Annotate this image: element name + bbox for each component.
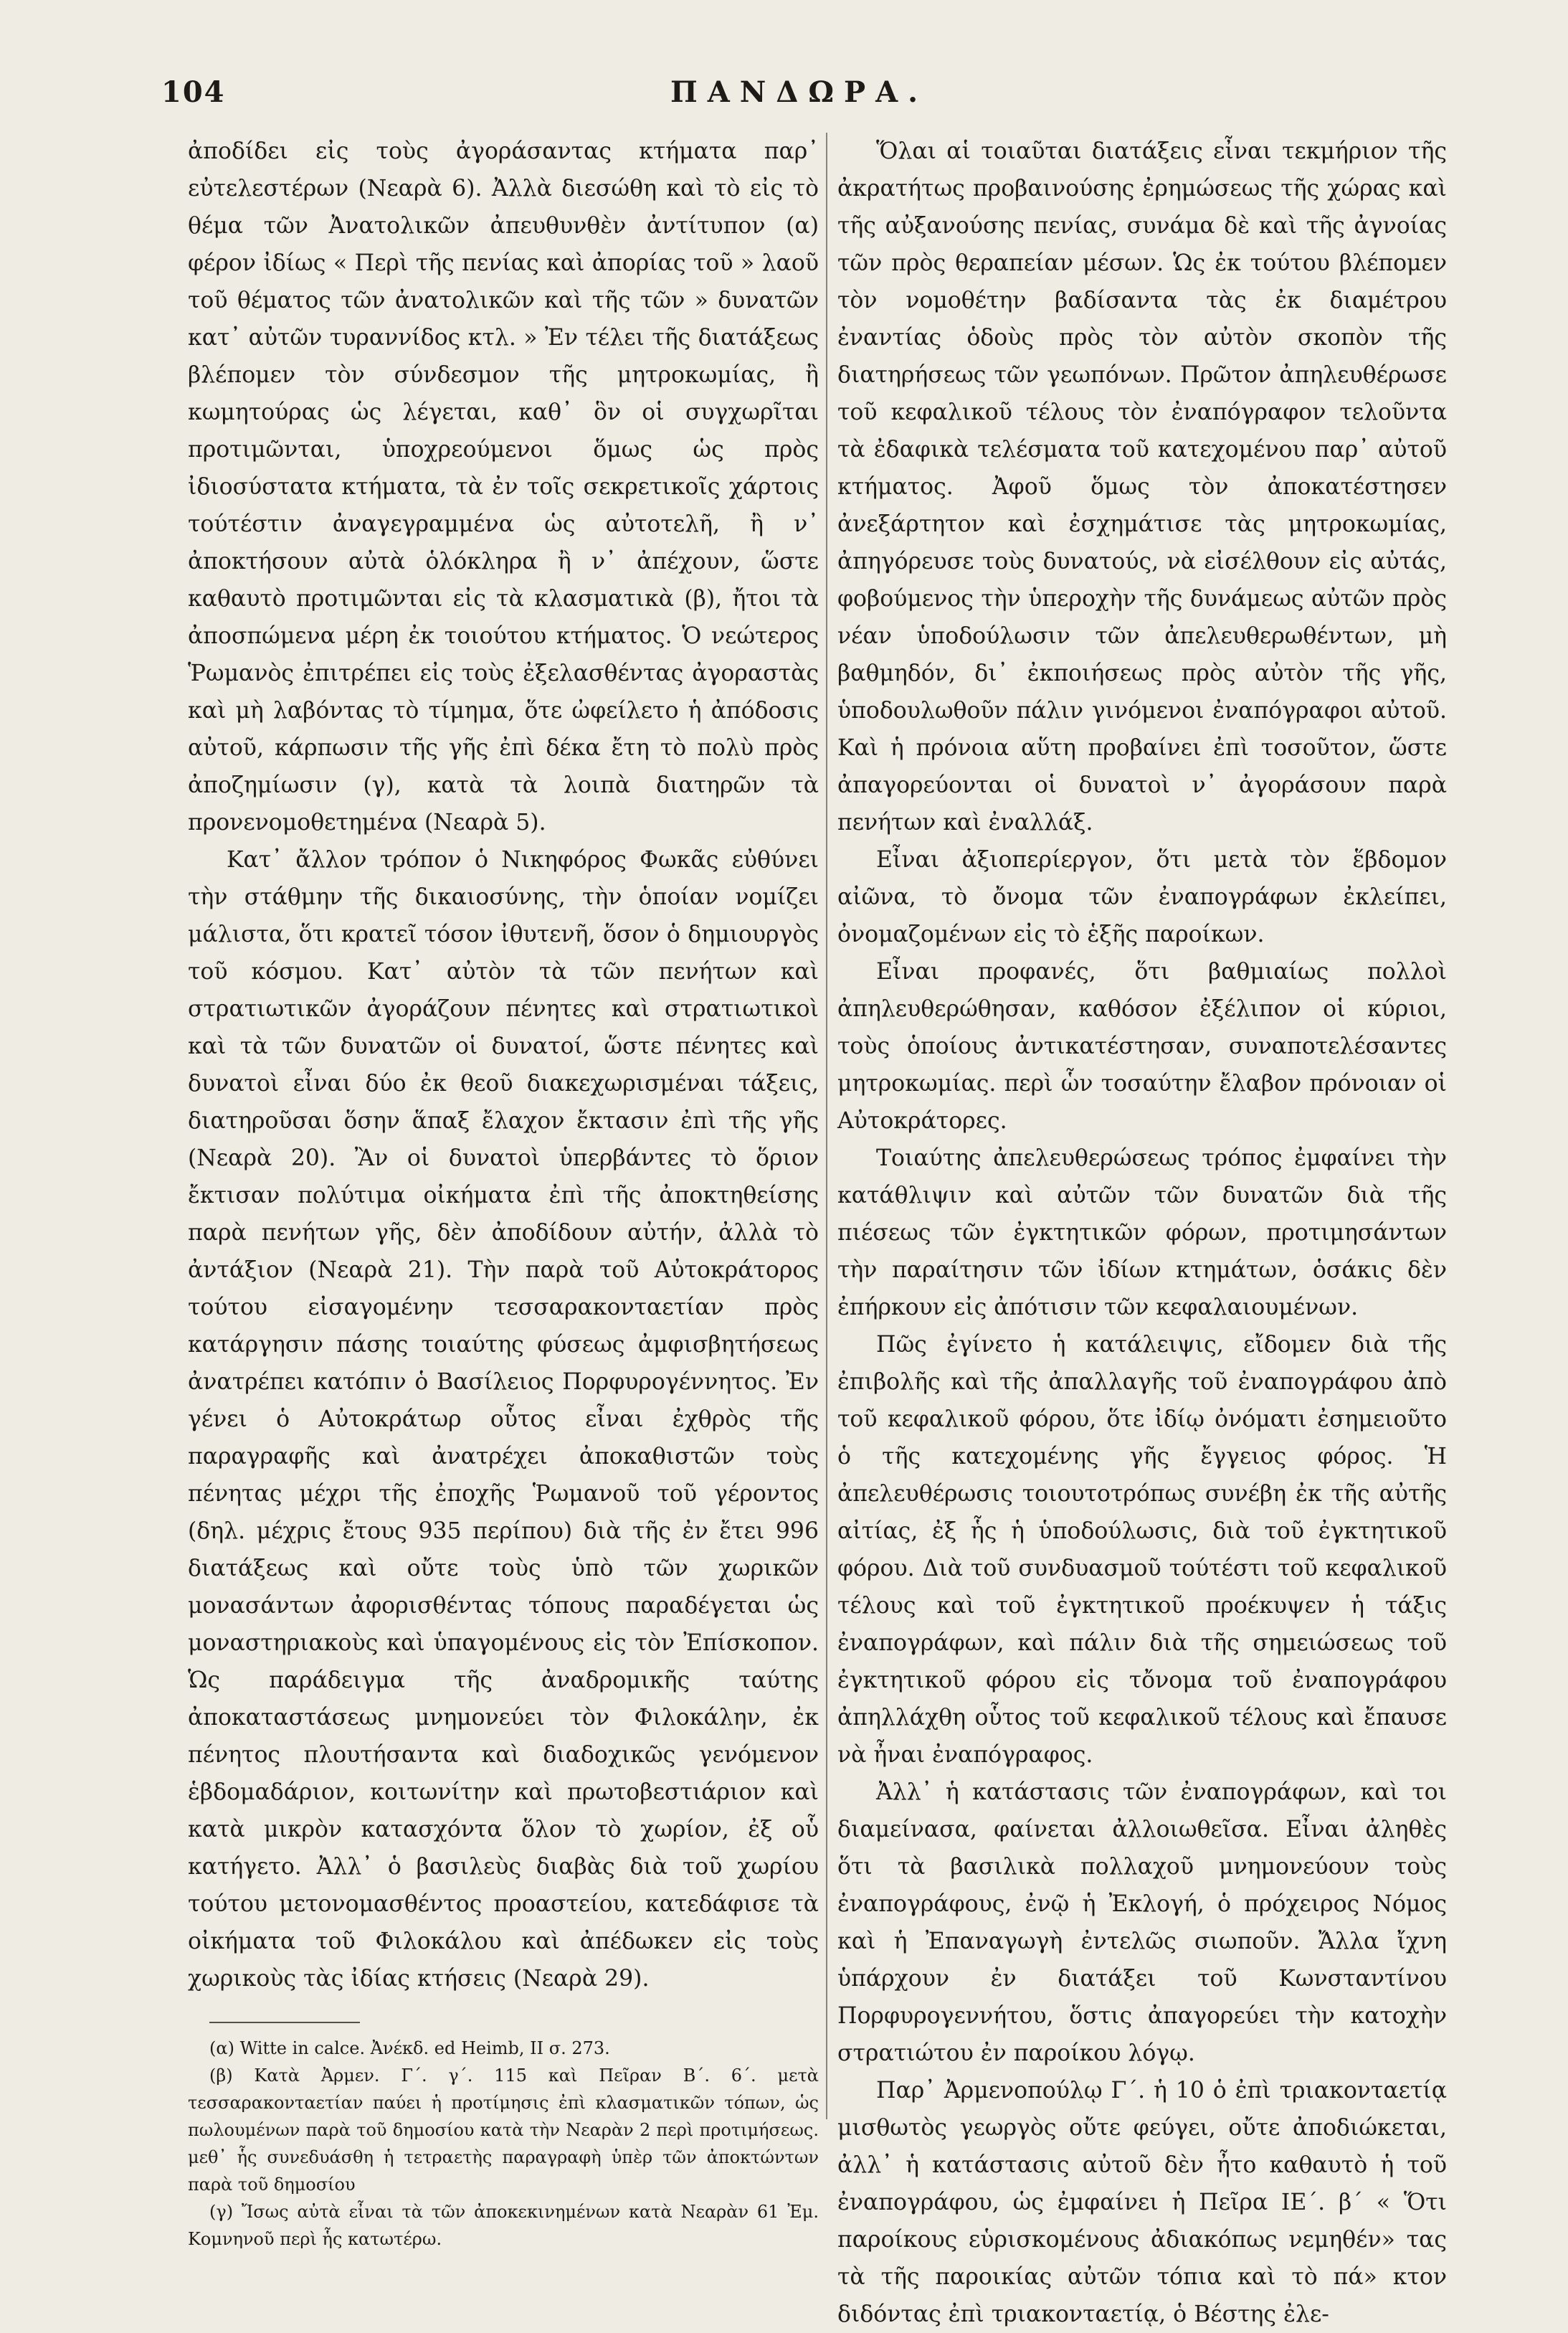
left-column <box>188 133 819 2253</box>
paragraph: Εἶναι ἀξιοπερίεργον, ὅτι μετὰ τὸν ἕβδομον αἰῶνα, τὸ ὄνομα τῶν ἐναπογράφων ἐκλείπει, ὀνομαζομένων εἰς τὸ ἑξῆς παροίκων. <box>837 847 1447 947</box>
right-column <box>837 133 1447 2333</box>
paragraph: Ὅλαι αἱ τοιαῦται διατάξεις εἶναι τεκμήριον τῆς ἀκρατήτως προβαινούσης ἐρημώσεως τῆς χώρας καὶ τῆς αὐξανούσης πενίας, συνάμα δὲ καὶ τῆς ἀγνοίας τῶν πρὸς θεραπείαν μέσων. Ὡς ἐκ τούτου βλέπομεν τὸν νομοθέτην βαδίσαντα τὰς ἐκ διαμέτρου ἐναντίας ὁδοὺς πρὸς τὸν αὐτὸν σκοπὸν τῆς διατηρήσεως τῶν γεωπόνων. Πρῶτον ἀπηλευθέρωσε τοῦ κεφαλικοῦ τέλους τὸν ἐναπόγραφον τελοῦντα τὰ ἐδαφικὰ τελέσματα τοῦ κατεχομένου παρ᾽ αὐτοῦ κτήματος. Ἀφοῦ ὅμως τὸν ἀποκατέστησεν ἀνεξάρτητον καὶ ἐσχημάτισε τὰς μητροκωμίας, ἀπηγόρευσε τοὺς δυνατούς, νὰ εἰσέλθουν εἰς αὐτάς, φοβούμενος τὴν ὑπεροχὴν τῆς δυνάμεως αὐτῶν πρὸς νέαν ὑποδούλωσιν τῶν ἀπελευθερωθέντων, μὴ βαθμηδόν, δι᾽ ἐκποιήσεως πρὸς αὐτὸν τῆς γῆς, ὑποδουλωθοῦν πάλιν γινόμενοι ἐναπόγραφοι αὐτοῦ. Καὶ ἡ πρόνοια αὕτη προβαίνει ἐπὶ τοσοῦτον, ὥστε ἀπαγορεύονται οἱ δυνατοὶ ν᾽ ἀγοράσουν παρὰ πενήτων καὶ ἐναλλάξ. <box>837 138 1447 836</box>
page-number: 104 <box>161 75 226 109</box>
paragraph: Ἀλλ᾽ ἡ κατάστασις τῶν ἐναπογράφων, καὶ τοι διαμείνασα, φαίνεται ἀλλοιωθεῖσα. Εἶναι ἀληθὲς ὅτι τὰ βασιλικὰ πολλαχοῦ μνημονεύουν τοὺς ἐναπογράφους, ἐνῷ ἡ Ἐκλογή, ὁ πρόχειρος Νόμος καὶ ἡ Ἐπαναγωγὴ ἐντελῶς σιωποῦν. Ἄλλα ἴχνη ὑπάρχουν ἐν διατάξει τοῦ Κωνσταντίνου Πορφυρογεννήτου, ὅστις ἀπαγορεύει τὴν κατοχὴν στρατιώτου ἐν παροίκου λόγῳ. <box>837 1779 1447 2066</box>
footnotes <box>188 2035 819 2253</box>
running-title: ΠΑΝΔΩΡΑ. <box>670 75 928 109</box>
paragraph: Εἶναι προφανές, ὅτι βαθμιαίως πολλοὶ ἀπηλευθερώθησαν, καθόσον ἐξέλιπον οἱ κύριοι, τοὺς ὁποίους ἀντικατέστησαν, συναποτελέσαντες μητροκωμίας. περὶ ὧν τοσαύτην ἔλαβον πρόνοιαν οἱ Αὐτοκράτορες. <box>837 959 1447 1134</box>
footnote-gamma: (γ) Ἴσως αὐτὰ εἶναι τὰ τῶν ἀποκεκινημένων κατὰ Νεαρὰν 61 Ἐμ. Κομνηνοῦ περὶ ἧς κατωτέρω. <box>188 2202 819 2249</box>
page-header <box>161 75 1488 126</box>
paragraph: Παρ᾽ Ἀρμενοπούλῳ Γ΄. ἡ 10 ὁ ἐπὶ τριακονταετίᾳ μισθωτὸς γεωργὸς οὔτε φεύγει, οὔτε ἀποδιώκεται, ἀλλ᾽ ἡ κατάστασις αὐτοῦ δὲν ἦτο καθαυτὸ ἡ τοῦ ἐναπογράφου, ὡς ἐμφαίνει ἡ Πεῖρα ΙΕ΄. β΄ « Ὅτι παροίκους εὑρισκομένους ἀδιακόπως νεμηθέν» τας τὰ τῆς παροικίας αὐτῶν τόπια καὶ τὸ πά» κτον διδόντας ἐπὶ τριακονταετίᾳ, ὁ Βέστης ἐλε- <box>837 2078 1447 2327</box>
footnote-separator <box>209 2022 360 2023</box>
paragraph: Πῶς ἐγίνετο ἡ κατάλειψις, εἴδομεν διὰ τῆς ἐπιβολῆς καὶ τῆς ἀπαλλαγῆς τοῦ ἐναπογράφου ἀπὸ τοῦ κεφαλικοῦ φόρου, ὅτε ἰδίῳ ὀνόματι ἐσημειοῦτο ὁ τῆς κατεχομένης γῆς ἔγγειος φόρος. Ἡ ἀπελευθέρωσις τοιουτοτρόπως συνέβη ἐκ τῆς αὐτῆς αἰτίας, ἐξ ἧς ἡ ὑποδούλωσις, διὰ τοῦ ἐγκτητικοῦ φόρου. Διὰ τοῦ συνδυασμοῦ τούτέστι τοῦ κεφαλικοῦ τέλους καὶ τοῦ ἐγκτητικοῦ προέκυψεν ἡ τάξις ἐναπογράφων, καὶ πάλιν διὰ τῆς σημειώσεως τοῦ ἐγκτητικοῦ φόρου εἰς τὄνομα τοῦ ἐναπογράφου ἀπηλλάχθη οὗτος τοῦ κεφαλικοῦ τέλους καὶ ἔπαυσε νὰ ἦναι ἐναπόγραφος. <box>837 1332 1447 1768</box>
footnote-beta: (β) Κατὰ Ἀρμεν. Γ΄. γ΄. 115 καὶ Πεῖραν Β΄. 6΄. μετὰ τεσσαρακονταετίαν παύει ἡ προτίμησις ἐπὶ κλασματικῶν τόπων, ὡς πωλουμένων παρὰ τοῦ δημοσίου κατὰ τὴν Νεαρὰν 2 περὶ προτιμήσεως. μεθ᾽ ἧς συνεδυάσθη ἡ τετραετὴς παραγραφὴ ὑπὲρ τῶν ἀποκτώντων παρὰ τοῦ δημοσίου <box>188 2065 819 2195</box>
paragraph: ἀποδίδει εἰς τοὺς ἀγοράσαντας κτήματα παρ᾽ εὐτελεστέρων (Νεαρὰ 6). Ἀλλὰ διεσώθη καὶ τὸ εἰς τὸ θέμα τῶν Ἀνατολικῶν ἀπευθυνθὲν ἀντίτυπον (α) φέρον ἰδίως « Περὶ τῆς πενίας καὶ ἀπορίας τοῦ » λαοῦ τοῦ θέματος τῶν ἀνατολικῶν καὶ τῆς τῶν » δυνατῶν κατ᾽ αὐτῶν τυραννίδος κτλ. » Ἐν τέλει τῆς διατάξεως βλέπομεν τὸν σύνδεσμον τῆς μητροκωμίας, ἢ κωμητούρας ὡς λέγεται, καθ᾽ ὃν οἱ συγχωρῖται προτιμῶνται, ὑποχρεούμενοι ὅμως ὡς πρὸς ἰδιοσύστατα κτήματα, τὰ ἐν τοῖς σεκρετικοῖς χάρτοις τούτέστιν ἀναγεγραμμένα ὡς αὐτοτελῆ, ἢ ν᾽ ἀποκτήσουν αὐτὰ ὁλόκληρα ἢ ν᾽ ἀπέχουν, ὥστε καθαυτὸ προτιμῶνται εἰς τὰ κλασματικὰ (β), ἤτοι τὰ ἀποσπώμενα μέρη ἐκ τοιούτου κτήματος. Ὁ νεώτερος Ῥωμανὸς ἐπιτρέπει εἰς τοὺς ἐξελασθέντας ἀγοραστὰς καὶ μὴ λαβόντας τὸ τίμημα, ὅτε ὠφείλετο ἡ ἀπόδοσις αὐτοῦ, κάρπωσιν τῆς γῆς ἐπὶ δέκα ἔτη τὸ πολὺ πρὸς ἀποζημίωσιν (γ), κατὰ τὰ λοιπὰ διατηρῶν τὰ προνενομοθετημένα (Νεαρὰ 5). <box>188 138 819 836</box>
footnote-alpha: (α) Witte in calce. Ἀνέκδ. ed Heimb, II σ. 273. <box>209 2038 610 2058</box>
column-divider <box>826 133 827 2119</box>
paragraph: Τοιαύτης ἀπελευθερώσεως τρόπος ἐμφαίνει τὴν κατάθλιψιν καὶ αὐτῶν τῶν δυνατῶν διὰ τῆς πιέσεως τῶν ἐγκτητικῶν φόρων, προτιμησάντων τὴν παραίτησιν τῶν ἰδίων κτημάτων, ὁσάκις δὲν ἐπήρκουν εἰς ἀπότισιν τῶν κεφαλαιουμένων. <box>837 1145 1447 1320</box>
paragraph: Κατ᾽ ἄλλον τρόπον ὁ Νικηφόρος Φωκᾶς εὐθύνει τὴν στάθμην τῆς δικαιοσύνης, τὴν ὁποίαν νομίζει μάλιστα, ὅτι κρατεῖ τόσον ἰθυτενῆ, ὅσον ὁ δημιουργὸς τοῦ κόσμου. Κατ᾽ αὐτὸν τὰ τῶν πενήτων καὶ στρατιωτικῶν ἀγοράζουν πένητες καὶ στρατιωτικοὶ καὶ τὰ τῶν δυνατῶν οἱ δυνατοί, ὥστε πένητες καὶ δυνατοὶ εἶναι δύο ἐκ θεοῦ διακεχωρισμέναι τάξεις, διατηροῦσαι ὅσην ἅπαξ ἔλαχον ἔκτασιν ἐπὶ τῆς γῆς (Νεαρὰ 20). Ἂν οἱ δυνατοὶ ὑπερβάντες τὸ ὅριον ἔκτισαν πολύτιμα οἰκήματα ἐπὶ τῆς ἀποκτηθείσης παρὰ πενήτων γῆς, δὲν ἀποδίδουν αὐτήν, ἀλλὰ τὸ ἀντάξιον (Νεαρὰ 21). Τὴν παρὰ τοῦ Αὐτοκράτορος τούτου εἰσαγομένην τεσσαρακονταετίαν πρὸς κατάργησιν πάσης τοιαύτης φύσεως ἀμφισβητήσεως ἀνατρέπει κατόπιν ὁ Βασίλειος Πορφυρογέννητος. Ἐν γένει ὁ Αὐτοκράτωρ οὗτος εἶναι ἐχθρὸς τῆς παραγραφῆς καὶ ἀνατρέχει ἀποκαθιστῶν τοὺς πένητας μέχρι τῆς ἐποχῆς Ῥωμανοῦ τοῦ γέροντος (δηλ. μέχρις ἔτους 935 περίπου) διὰ τῆς ἐν ἔτει 996 διατάξεως καὶ οὔτε τοὺς ὑπὸ τῶν χωρικῶν μονασάντων ἀφορισθέντας τόπους παραδέγεται ὡς μοναστηριακοὺς καὶ ὑπαγομένους εἰς τὸν Ἐπίσκοπον. Ὡς παράδειγμα τῆς ἀναδρομικῆς ταύτης ἀποκαταστάσεως μνημονεύει τὸν Φιλοκάλην, ἐκ πένητος πλουτήσαντα καὶ διαδοχικῶς γενόμενον ἑβδομαδάριον, κοιτωνίτην καὶ πρωτοβεστιάριον καὶ κατὰ μικρὸν κατασχόντα ὅλον τὸ χωρίον, ἐξ οὗ κατήγετο. Ἀλλ᾽ ὁ βασιλεὺς διαβὰς διὰ τοῦ χωρίου τούτου μετονομασθέντος προαστείου, κατεδάφισε τὰ οἰκήματα τοῦ Φιλοκάλου καὶ ἀπέδωκεν εἰς τοὺς χωρικοὺς τὰς ἰδίας κτήσεις (Νεαρὰ 29). <box>188 847 819 1992</box>
